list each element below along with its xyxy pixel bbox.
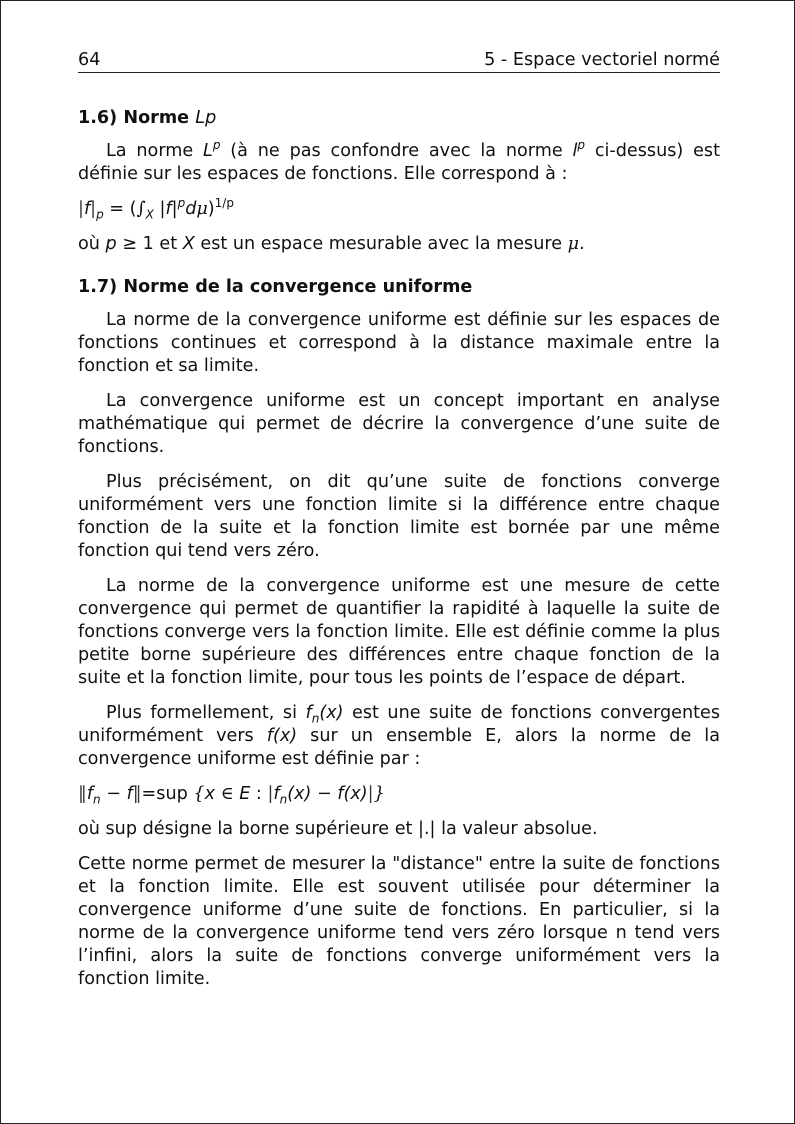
paragraph-sup-explanation: où sup désigne la borne supérieure et |.| la valeur absolue.: [78, 819, 598, 839]
formula-sup-norm: $‖f_n$ − f‖=sup {x ∈ E : $|f_n(x) - f(x)|$}: [78, 784, 385, 807]
paragraph-lp-conditions: où p ≥ 1 et X est un espace mesurable avec la mesure μ.: [78, 234, 585, 254]
running-header: [78, 49, 720, 73]
paragraph-lp-definition: La norme $L^p$ (à ne pas confondre avec la norme $l^p$ ci-dessus) est définie sur les espaces de fonctions. Elle correspond à :: [78, 138, 720, 184]
section-heading-norme-lp: 1.6) Norme Lp: [78, 108, 217, 128]
page-content: [78, 49, 720, 991]
page-number: 64: [78, 50, 101, 70]
paragraph-uniform-precise: Plus précisément, on dit qu’une suite de fonctions converge uniformément vers une fonction limite si la différence entre chaque fonction de la suite et la fonction limite est bornée par une même fonction qui tend vers zéro.: [78, 472, 720, 561]
paragraph-uniform-definition: La norme de la convergence uniforme est définie sur les espaces de fonctions continues et correspond à la distance maximale entre la fonction et sa limite.: [78, 310, 720, 376]
section-heading-uniform-convergence: 1.7) Norme de la convergence uniforme: [78, 277, 473, 297]
chapter-title: 5 - Espace vectoriel normé: [484, 50, 720, 70]
paragraph-uniform-concept: La convergence uniforme est un concept important en analyse mathématique qui permet de décrire la convergence d’une suite de fonctions.: [78, 391, 720, 457]
paragraph-uniform-formal: Plus formellement, si $f_n(x)$ est une suite de fonctions convergentes uniformément vers f(x) sur un ensemble E, alors la norme de la convergence uniforme est définie par :: [78, 703, 721, 769]
formula-lp-norm: $|f|_p = (\int_X$ $|f|^pd\mu)^{1/p}$: [78, 196, 234, 222]
paragraph-uniform-measure: La norme de la convergence uniforme est une mesure de cette convergence qui permet de quantifier la rapidité à laquelle la suite de fonctions converge vers la fonction limite. Elle est définie comme la plus petite borne supérieure des différences entre chaque fonction de la suite et la fonction limite, pour tous les points de l’espace de départ.: [78, 576, 720, 688]
paragraph-uniform-conclusion: Cette norme permet de mesurer la "distance" entre la suite de fonctions et la fonction limite. Elle est souvent utilisée pour déterminer la convergence uniforme d’une suite de fonctions. En particulier, si la norme de la convergence uniforme tend vers zéro lorsque n tend vers l’infini, alors la suite de fonctions converge uniformément vers la fonction limite.: [78, 854, 720, 989]
